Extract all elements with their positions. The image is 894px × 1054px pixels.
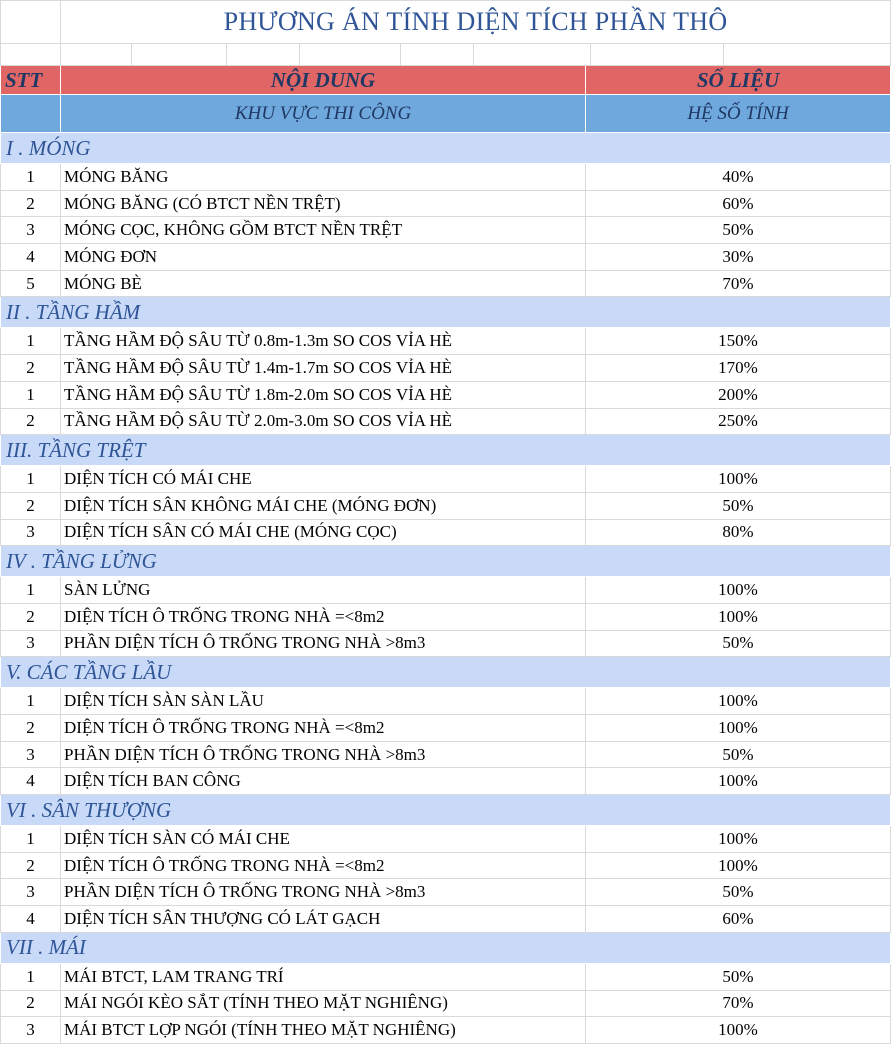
- section-title[interactable]: V. CÁC TẦNG LẦU: [1, 657, 891, 688]
- row-value[interactable]: 50%: [586, 630, 891, 657]
- row-value[interactable]: 100%: [586, 577, 891, 604]
- table-row: [1, 270, 891, 297]
- section-row: [1, 435, 891, 466]
- table-row: [1, 328, 891, 355]
- row-content[interactable]: TẦNG HẦM ĐỘ SÂU TỪ 1.4m-1.7m SO COS VỈA HÈ: [61, 355, 586, 382]
- row-value[interactable]: 100%: [586, 826, 891, 853]
- table-row: [1, 630, 891, 657]
- row-stt[interactable]: 3: [1, 741, 61, 768]
- row-stt[interactable]: 1: [1, 381, 61, 408]
- row-stt[interactable]: 3: [1, 519, 61, 546]
- grid-cell[interactable]: [300, 44, 401, 65]
- row-value[interactable]: 200%: [586, 381, 891, 408]
- row-content[interactable]: DIỆN TÍCH SÂN CÓ MÁI CHE (MÓNG CỌC): [61, 519, 586, 546]
- table-row: [1, 408, 891, 435]
- blank-cell[interactable]: [61, 44, 891, 66]
- row-value[interactable]: 60%: [586, 906, 891, 933]
- section-row: [1, 546, 891, 577]
- subheader-row: [1, 95, 891, 133]
- section-title[interactable]: VII . MÁI: [1, 932, 891, 963]
- table-row: [1, 768, 891, 795]
- sheet-title[interactable]: PHƯƠNG ÁN TÍNH DIỆN TÍCH PHẦN THÔ: [61, 1, 891, 44]
- title-row: [1, 1, 891, 44]
- grid-cell[interactable]: [132, 44, 227, 65]
- table-row: [1, 355, 891, 382]
- section-title[interactable]: I . MÓNG: [1, 133, 891, 164]
- table-row: [1, 217, 891, 244]
- section-row: [1, 795, 891, 826]
- row-stt[interactable]: 2: [1, 852, 61, 879]
- table-row: [1, 603, 891, 630]
- table-row: [1, 190, 891, 217]
- row-value[interactable]: 50%: [586, 963, 891, 990]
- row-content[interactable]: DIỆN TÍCH CÓ MÁI CHE: [61, 466, 586, 493]
- row-stt[interactable]: 2: [1, 355, 61, 382]
- table-row: [1, 963, 891, 990]
- row-content[interactable]: TẦNG HẦM ĐỘ SÂU TỪ 0.8m-1.3m SO COS VỈA HÈ: [61, 328, 586, 355]
- section-row: [1, 133, 891, 164]
- row-content[interactable]: DIỆN TÍCH Ô TRỐNG TRONG NHÀ =<8m2: [61, 852, 586, 879]
- table-body: [1, 1, 891, 1044]
- row-value[interactable]: 40%: [586, 164, 891, 191]
- table-row: [1, 381, 891, 408]
- row-stt[interactable]: 2: [1, 190, 61, 217]
- header-stt[interactable]: STT: [1, 66, 61, 95]
- section-row: [1, 657, 891, 688]
- row-value[interactable]: 100%: [586, 715, 891, 742]
- table-row: [1, 826, 891, 853]
- row-value[interactable]: 30%: [586, 244, 891, 271]
- row-content[interactable]: MÁI NGÓI KÈO SẮT (TÍNH THEO MẶT NGHIÊNG): [61, 990, 586, 1017]
- row-content[interactable]: DIỆN TÍCH Ô TRỐNG TRONG NHÀ =<8m2: [61, 603, 586, 630]
- table-row: [1, 852, 891, 879]
- row-stt[interactable]: 2: [1, 492, 61, 519]
- row-stt[interactable]: 4: [1, 768, 61, 795]
- row-content[interactable]: PHẦN DIỆN TÍCH Ô TRỐNG TRONG NHÀ >8m3: [61, 879, 586, 906]
- table-row: [1, 715, 891, 742]
- row-content[interactable]: DIỆN TÍCH SÂN KHÔNG MÁI CHE (MÓNG ĐƠN): [61, 492, 586, 519]
- row-stt[interactable]: 1: [1, 466, 61, 493]
- row-stt[interactable]: 2: [1, 990, 61, 1017]
- row-value[interactable]: 70%: [586, 270, 891, 297]
- section-row: [1, 932, 891, 963]
- row-content[interactable]: DIỆN TÍCH SÀN SÀN LẦU: [61, 688, 586, 715]
- section-title[interactable]: III. TẦNG TRỆT: [1, 435, 891, 466]
- row-stt[interactable]: 3: [1, 217, 61, 244]
- row-stt[interactable]: 1: [1, 164, 61, 191]
- row-content[interactable]: MÁI BTCT, LAM TRANG TRÍ: [61, 963, 586, 990]
- row-content[interactable]: MÓNG BĂNG: [61, 164, 586, 191]
- row-content[interactable]: DIỆN TÍCH Ô TRỐNG TRONG NHÀ =<8m2: [61, 715, 586, 742]
- grid-cell[interactable]: [227, 44, 300, 65]
- row-content[interactable]: PHẦN DIỆN TÍCH Ô TRỐNG TRONG NHÀ >8m3: [61, 741, 586, 768]
- row-stt[interactable]: 1: [1, 688, 61, 715]
- row-value[interactable]: 50%: [586, 217, 891, 244]
- row-stt[interactable]: 4: [1, 244, 61, 271]
- header-content[interactable]: NỘI DUNG: [61, 66, 586, 95]
- row-content[interactable]: SÀN LỬNG: [61, 577, 586, 604]
- row-content[interactable]: MÓNG BÈ: [61, 270, 586, 297]
- grid-cell[interactable]: [591, 44, 724, 65]
- row-stt[interactable]: 1: [1, 577, 61, 604]
- row-stt[interactable]: 1: [1, 963, 61, 990]
- row-value[interactable]: 170%: [586, 355, 891, 382]
- table-row: [1, 741, 891, 768]
- table-row: [1, 688, 891, 715]
- row-content[interactable]: MÓNG BĂNG (CÓ BTCT NỀN TRỆT): [61, 190, 586, 217]
- row-value[interactable]: 100%: [586, 1017, 891, 1044]
- row-stt[interactable]: 3: [1, 630, 61, 657]
- row-value[interactable]: 100%: [586, 466, 891, 493]
- row-value[interactable]: 100%: [586, 603, 891, 630]
- row-value[interactable]: 250%: [586, 408, 891, 435]
- table-row: [1, 164, 891, 191]
- table-row: [1, 879, 891, 906]
- row-stt[interactable]: 2: [1, 408, 61, 435]
- row-content[interactable]: MÓNG ĐƠN: [61, 244, 586, 271]
- table-row: [1, 1017, 891, 1044]
- row-value[interactable]: 100%: [586, 768, 891, 795]
- header-value[interactable]: SỐ LIỆU: [586, 66, 891, 95]
- row-value[interactable]: 70%: [586, 990, 891, 1017]
- row-content[interactable]: PHẦN DIỆN TÍCH Ô TRỐNG TRONG NHÀ >8m3: [61, 630, 586, 657]
- table-row: [1, 466, 891, 493]
- section-title[interactable]: VI . SÂN THƯỢNG: [1, 795, 891, 826]
- row-value[interactable]: 100%: [586, 688, 891, 715]
- row-value[interactable]: 80%: [586, 519, 891, 546]
- row-stt[interactable]: 1: [1, 328, 61, 355]
- row-content[interactable]: TẦNG HẦM ĐỘ SÂU TỪ 2.0m-3.0m SO COS VỈA HÈ: [61, 408, 586, 435]
- subheader-value[interactable]: HỆ SỐ TÍNH: [586, 95, 891, 133]
- row-stt[interactable]: 4: [1, 906, 61, 933]
- subheader-stt-empty[interactable]: [1, 95, 61, 133]
- section-title[interactable]: IV . TẦNG LỬNG: [1, 546, 891, 577]
- subheader-content[interactable]: KHU VỰC THI CÔNG: [61, 95, 586, 133]
- row-content[interactable]: MÁI BTCT LỢP NGÓI (TÍNH THEO MẶT NGHIÊNG): [61, 1017, 586, 1044]
- header-row: [1, 66, 891, 95]
- row-stt[interactable]: 2: [1, 603, 61, 630]
- table-row: [1, 990, 891, 1017]
- row-content[interactable]: DIỆN TÍCH SÂN THƯỢNG CÓ LÁT GẠCH: [61, 906, 586, 933]
- row-stt[interactable]: 1: [1, 826, 61, 853]
- title-empty-cell[interactable]: [1, 1, 61, 44]
- row-value[interactable]: 100%: [586, 852, 891, 879]
- row-value[interactable]: 50%: [586, 879, 891, 906]
- row-content[interactable]: MÓNG CỌC, KHÔNG GỒM BTCT NỀN TRỆT: [61, 217, 586, 244]
- row-content[interactable]: DIỆN TÍCH BAN CÔNG: [61, 768, 586, 795]
- row-value[interactable]: 60%: [586, 190, 891, 217]
- table-row: [1, 244, 891, 271]
- section-row: [1, 297, 891, 328]
- grid-cell[interactable]: [401, 44, 474, 65]
- row-stt[interactable]: 2: [1, 715, 61, 742]
- row-content[interactable]: DIỆN TÍCH SÀN CÓ MÁI CHE: [61, 826, 586, 853]
- row-value[interactable]: 50%: [586, 741, 891, 768]
- table-row: [1, 577, 891, 604]
- blank-cell[interactable]: [1, 44, 61, 66]
- row-content[interactable]: TẦNG HẦM ĐỘ SÂU TỪ 1.8m-2.0m SO COS VỈA HÈ: [61, 381, 586, 408]
- blank-grid: [61, 44, 890, 65]
- row-stt[interactable]: 3: [1, 1017, 61, 1044]
- section-title[interactable]: II . TẦNG HẦM: [1, 297, 891, 328]
- table-row: [1, 519, 891, 546]
- row-value[interactable]: 150%: [586, 328, 891, 355]
- row-value[interactable]: 50%: [586, 492, 891, 519]
- table-row: [1, 492, 891, 519]
- table-row: [1, 906, 891, 933]
- row-stt[interactable]: 3: [1, 879, 61, 906]
- grid-cell[interactable]: [474, 44, 591, 65]
- blank-row: [1, 44, 891, 66]
- grid-cell[interactable]: [61, 44, 132, 65]
- row-stt[interactable]: 5: [1, 270, 61, 297]
